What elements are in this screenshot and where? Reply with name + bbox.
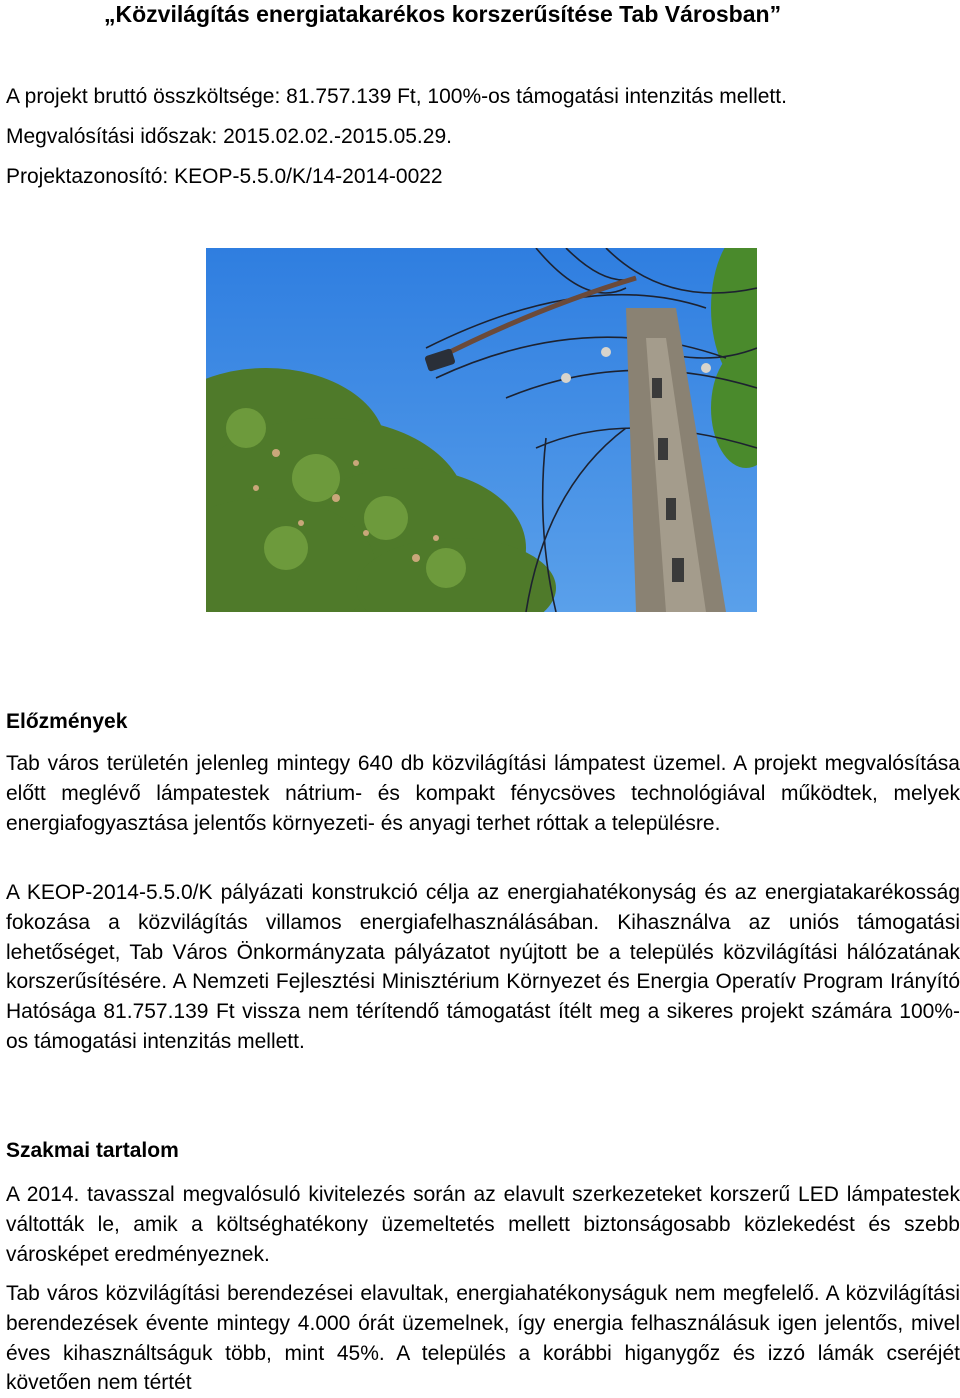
- paragraph-content-2: Tab város közvilágítási berendezései elavultak, energiahatékonyságuk nem megfelelő. A közvilágítási berendezések évente mintegy 4.000 órát üzemelnek, így energia felhasználásuk igen jelentős, mivel éves kihasználtságuk több, mint 45%. A település a korábbi higanygőz és izzó lámák cseréjét követően nem tértét: [6, 1282, 960, 1395]
- section-heading-previous: Előzmények: [6, 710, 128, 733]
- project-cost-line: A projekt bruttó összköltsége: 81.757.139 Ft, 100%-os támogatási intenzitás mellett.: [6, 85, 787, 108]
- project-period-line: Megvalósítási időszak: 2015.02.02.-2015.05.29.: [6, 125, 452, 148]
- project-id-line: Projektazonosító: KEOP-5.5.0/K/14-2014-0022: [6, 165, 443, 188]
- section-heading-content: Szakmai tartalom: [6, 1139, 179, 1162]
- paragraph-background-1: Tab város területén jelenleg mintegy 640 db közvilágítási lámpatest üzemel. A projekt megvalósítása előtt meglévő lámpatestek nátrium- és kompakt fénycsöves technológiával működtek, melyek energiafogyasztása jelentős környezeti- és anyagi terhet róttak a településre.: [6, 752, 960, 835]
- streetlight-photo: [206, 248, 757, 612]
- document-title: „Közvilágítás energiatakarékos korszerűsítése Tab Városban”: [104, 1, 782, 27]
- paragraph-content-1: A 2014. tavasszal megvalósuló kivitelezés során az elavult szerkezeteket korszerű LED lámpatestek váltották le, amik a költséghatékony üzemeltetés mellett biztonságosabb közlekedést és szebb városképet eredményeznek.: [6, 1183, 960, 1266]
- paragraph-background-2: A KEOP-2014-5.5.0/K pályázati konstrukció célja az energiahatékonyság és az energiatakarékosság fokozása a közvilágítás villamos energiafelhasználásában. Kihasználva az uniós támogatási lehetőséget, Tab Város Önkormányzata pályázatot nyújtott be a település közvilágítási hálózatának korszerűsítésére. A Nemzeti Fejlesztési Minisztérium Környezet és Energia Operatív Program Irányító Hatósága 81.757.139 Ft vissza nem térítendő támogatást ítélt meg a sikeres projekt számára 100%-os támogatási intenzitás mellett.: [6, 881, 960, 1053]
